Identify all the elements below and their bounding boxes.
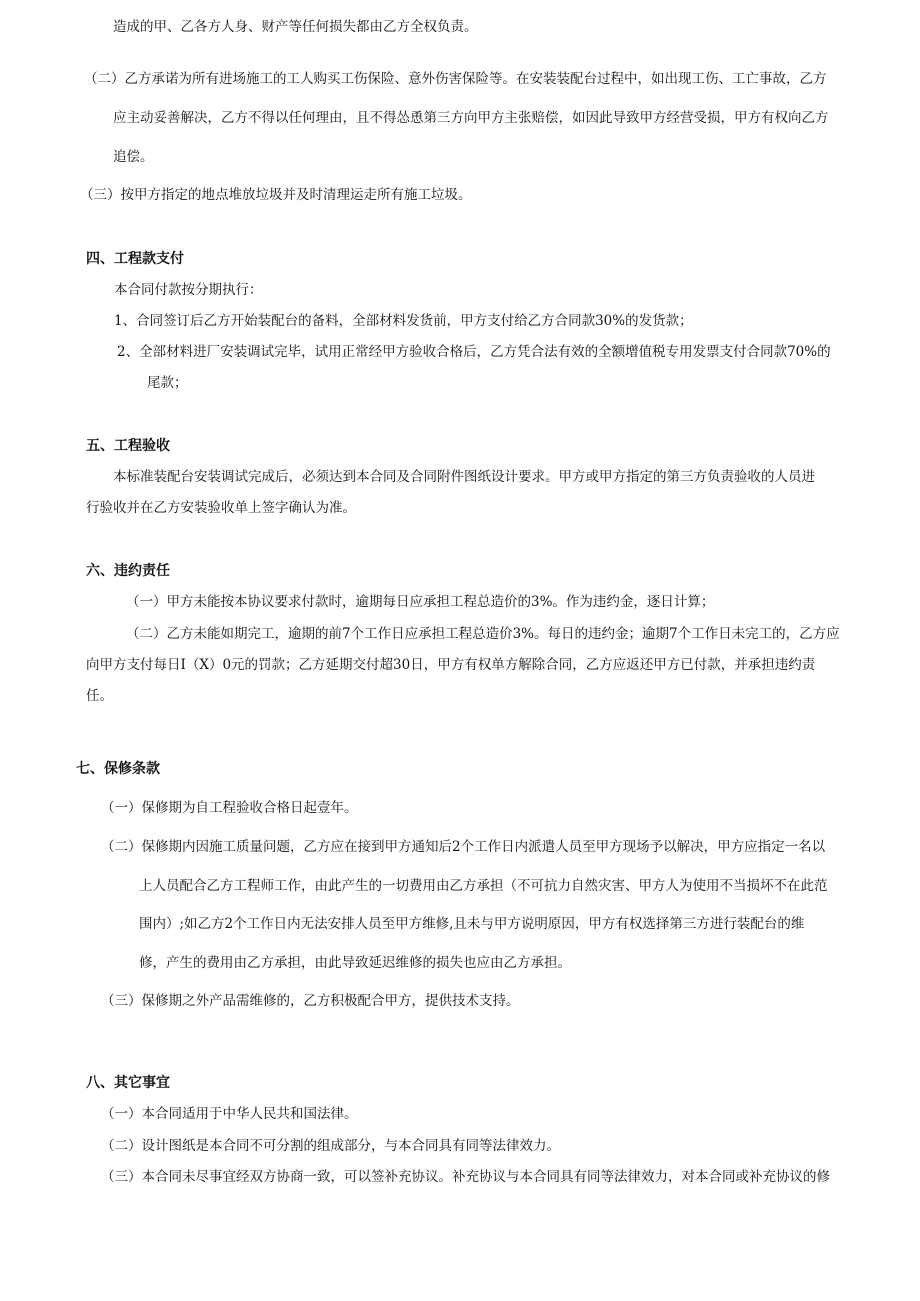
clause-line: 向甲方支付每日I（X）0元的罚款；乙方延期交付超30日，甲方有权单方解除合同，乙方应返还甲方已付款，并承担违约责	[86, 657, 816, 673]
clause-line: （三）本合同未尽事宜经双方协商一致，可以签补充协议。补充协议与本合同具有同等法律效力，对本合同或补充协议的修	[101, 1169, 830, 1185]
clause-line: （一）保修期为自工程验收合格日起壹年。	[101, 800, 358, 816]
clause-line: （二）设计图纸是本合同不可分割的组成部分，与本合同具有同等法律效力。	[101, 1138, 560, 1154]
section-heading: 八、其它事宜	[86, 1075, 170, 1091]
clause-line: 2、全部材料进厂安装调试完毕，试用正常经甲方验收合格后，乙方凭合法有效的全额增值税专用发票支付合同款70%的	[117, 344, 831, 360]
section-heading: 四、工程款支付	[86, 251, 184, 267]
clause-line: 任。	[86, 688, 113, 704]
section-heading: 六、违约责任	[86, 563, 170, 579]
clause-line: 行验收并在乙方安装验收单上签字确认为准。	[86, 500, 356, 516]
clause-line: 1、合同签订后乙方开始装配台的备料，全部材料发货前，甲方支付给乙方合同款30%的发货款；	[114, 313, 693, 329]
clause-line: 追偿。	[113, 149, 154, 165]
clause-line: 上人员配合乙方工程师工作，由此产生的一切费用由乙方承担（不可抗力自然灾害、甲方人为使用不当损坏不在此范	[139, 878, 828, 894]
clause-line: 本标准装配台安装调试完成后，必须达到本合同及合同附件图纸设计要求。甲方或甲方指定的第三方负责验收的人员进	[113, 469, 815, 485]
clause-line: 修，产生的费用由乙方承担，由此导致延迟维修的损失也应由乙方承担。	[139, 955, 571, 971]
clause-line: 尾款；	[147, 375, 188, 391]
section-heading: 七、保修条款	[76, 761, 160, 777]
section-heading: 五、工程验收	[86, 438, 170, 454]
clause-line: （三）保修期之外产品需维修的，乙方积极配合甲方，提供技术支持。	[101, 993, 520, 1009]
clause-line: 造成的甲、乙各方人身、财产等任何损失都由乙方全权负责。	[113, 19, 478, 35]
clause-line: 应主动妥善解决，乙方不得以任何理由，且不得怂恿第三方向甲方主张赔偿，如因此导致甲方经营受损，甲方有权向乙方	[113, 110, 829, 126]
clause-line: （三）按甲方指定的地点堆放垃圾并及时清理运走所有施工垃圾。	[80, 187, 472, 203]
clause-line: （二）乙方未能如期完工，逾期的前7个工作日应承担工程总造价3%。每日的违约金；逾期7个工作日未完工的，乙方应	[126, 626, 840, 642]
clause-line: （二）保修期内因施工质量问题，乙方应在接到甲方通知后2个工作日内派遣人员至甲方现场予以解决，甲方应指定一名以	[101, 839, 826, 855]
clause-line: 围内）;如乙方2个工作日内无法安排人员至甲方维修,且未与甲方说明原因，甲方有权选择第三方进行装配台的维	[139, 916, 805, 932]
clause-line: 本合同付款按分期执行：	[114, 282, 263, 298]
clause-line: （二）乙方承诺为所有进场施工的工人购买工伤保险、意外伤害保险等。在安装装配台过程中，如出现工伤、工亡事故，乙方	[84, 71, 827, 87]
clause-line: （一）本合同适用于中华人民共和国法律。	[101, 1106, 358, 1122]
clause-line: （一）甲方未能按本协议要求付款时，逾期每日应承担工程总造价的3%。作为违约金，逐日计算；	[126, 594, 715, 610]
